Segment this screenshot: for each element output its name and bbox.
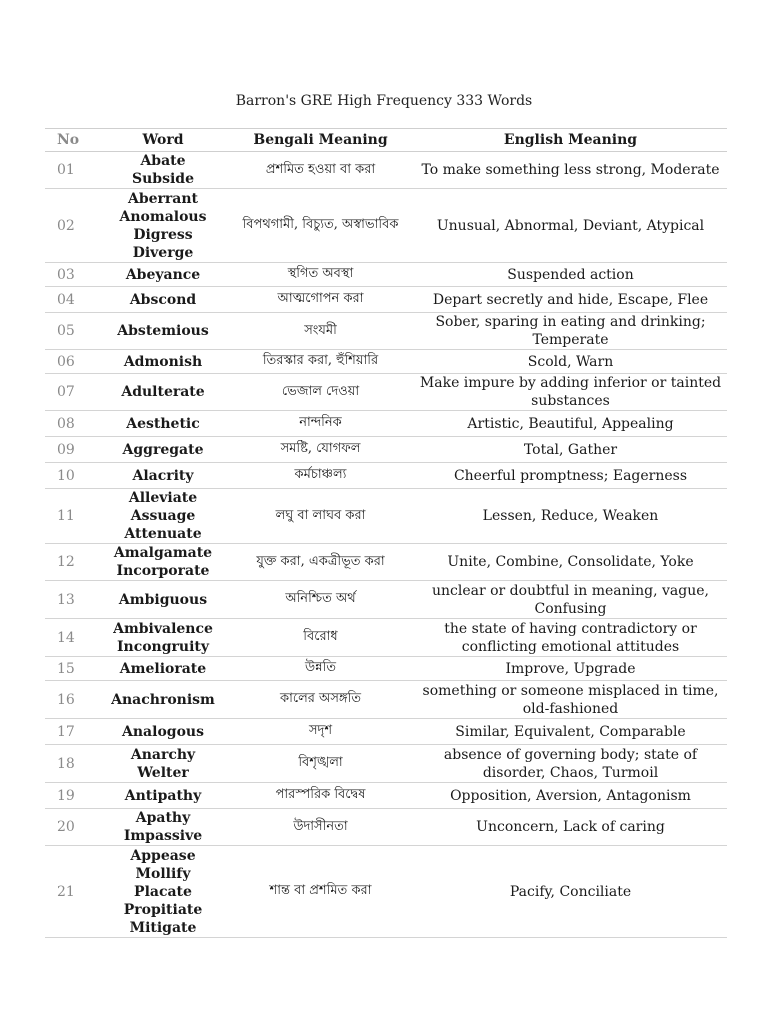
word: Incongruity [116,638,210,655]
row-number: 14 [45,619,99,657]
word: Subside [132,171,194,187]
word: Antipathy [124,787,202,804]
row-number: 05 [45,313,99,350]
row-number: 10 [45,463,99,489]
word-cell [99,783,227,809]
english-meaning: Pacify, Conciliate [414,846,727,938]
row-number: 03 [45,263,99,287]
header-no: No [45,129,99,152]
word-cell [99,809,227,846]
word: Ambivalence [113,620,213,637]
word: Abate [140,153,186,169]
word: Ambiguous [118,591,208,608]
word: Analogous [122,723,204,740]
table-row [45,846,727,938]
word-cell [99,263,227,287]
english-meaning: Suspended action [414,263,727,287]
word: Ameliorate [119,660,207,677]
row-number: 11 [45,489,99,544]
word-cell [99,152,227,189]
bengali-meaning: যুক্ত করা, একত্রীভূত করা [227,544,414,581]
bengali-meaning: আত্মগোপন করা [227,287,414,313]
word: Aesthetic [126,415,200,432]
word: Anomalous [119,208,207,225]
word: Anachronism [111,691,215,708]
table-row [45,313,727,350]
word-cell [99,846,227,938]
word: Mollify [135,865,191,882]
bengali-meaning: পারস্পরিক বিদ্বেষ [227,783,414,809]
word-cell [99,189,227,263]
bengali-meaning: কর্মচাঞ্চল্য [227,463,414,489]
table-row [45,657,727,681]
word-cell [99,411,227,437]
english-meaning: Unusual, Abnormal, Deviant, Atypical [414,189,727,263]
row-number: 12 [45,544,99,581]
table-row [45,189,727,263]
row-number: 19 [45,783,99,809]
row-number: 21 [45,846,99,938]
table-row [45,374,727,411]
row-number: 15 [45,657,99,681]
english-meaning: unclear or doubtful in meaning, vague, Confusing [414,581,727,619]
page-title: Barron's GRE High Frequency 333 Words [235,93,533,109]
bengali-meaning: লঘু বা লাঘব করা [227,489,414,544]
table-body [45,152,727,938]
bengali-meaning: বিপথগামী, বিচ্যুত, অস্বাভাবিক [227,189,414,263]
english-meaning: the state of having contradictory or conflicting emotional attitudes [414,619,727,657]
header-bengali: Bengali Meaning [227,129,414,152]
english-meaning: Similar, Equivalent, Comparable [414,719,727,745]
word-cell [99,657,227,681]
word: Welter [137,764,189,781]
english-meaning: Scold, Warn [414,350,727,374]
row-number: 06 [45,350,99,374]
table-row [45,581,727,619]
word-cell [99,313,227,350]
bengali-meaning: সদৃশ [227,719,414,745]
word: Appease [130,847,196,864]
english-meaning: Unite, Combine, Consolidate, Yoke [414,544,727,581]
english-meaning: something or someone misplaced in time, old-fashioned [414,681,727,719]
vocabulary-table [45,128,727,938]
word: Impassive [123,828,203,844]
table-row [45,437,727,463]
table-row [45,745,727,783]
row-number: 08 [45,411,99,437]
word-cell [99,745,227,783]
english-meaning: Lessen, Reduce, Weaken [414,489,727,544]
word: Alacrity [132,467,194,484]
english-meaning: Depart secretly and hide, Escape, Flee [414,287,727,313]
table-row [45,152,727,189]
header-word: Word [99,129,227,152]
word: Placate [134,883,192,900]
word: Adulterate [121,384,205,400]
word-cell [99,489,227,544]
row-number: 13 [45,581,99,619]
english-meaning: Improve, Upgrade [414,657,727,681]
word-cell [99,350,227,374]
english-meaning: Unconcern, Lack of caring [414,809,727,846]
word: Abeyance [125,266,201,283]
english-meaning: Make impure by adding inferior or tainted substances [414,374,727,411]
table-row [45,263,727,287]
table-row [45,619,727,657]
row-number: 02 [45,189,99,263]
bengali-meaning: সমষ্টি, যোগফল [227,437,414,463]
word-cell [99,374,227,411]
word: Digress [133,226,193,243]
english-meaning: absence of governing body; state of disorder, Chaos, Turmoil [414,745,727,783]
row-number: 09 [45,437,99,463]
word: Incorporate [116,563,210,579]
word: Amalgamate [113,545,213,561]
row-number: 01 [45,152,99,189]
table-row [45,809,727,846]
word: Alleviate [128,490,198,506]
table-row [45,287,727,313]
bengali-meaning: কালের অসঙ্গতি [227,681,414,719]
word: Aberrant [127,190,199,207]
table-row [45,544,727,581]
word-cell [99,544,227,581]
row-number: 16 [45,681,99,719]
table-row [45,411,727,437]
english-meaning: Opposition, Aversion, Antagonism [414,783,727,809]
word: Admonish [123,353,203,370]
table-row [45,719,727,745]
bengali-meaning: অনিশ্চিত অর্থ [227,581,414,619]
word: Abstemious [117,323,209,339]
header-english: English Meaning [414,129,727,152]
row-number: 17 [45,719,99,745]
word: Attenuate [124,526,202,542]
english-meaning: Sober, sparing in eating and drinking; Temperate [414,313,727,350]
bengali-meaning: ভেজাল দেওয়া [227,374,414,411]
table-row [45,489,727,544]
bengali-meaning: উন্নতি [227,657,414,681]
table-row [45,463,727,489]
row-number: 18 [45,745,99,783]
word-cell [99,463,227,489]
word-cell [99,719,227,745]
row-number: 07 [45,374,99,411]
word: Aggregate [122,441,204,458]
word: Mitigate [129,919,197,936]
word-cell [99,437,227,463]
english-meaning: Total, Gather [414,437,727,463]
word: Assuage [130,508,196,524]
word-cell [99,619,227,657]
english-meaning: To make something less strong, Moderate [414,152,727,189]
bengali-meaning: তিরস্কার করা, হুঁশিয়ারি [227,350,414,374]
english-meaning: Cheerful promptness; Eagerness [414,463,727,489]
row-number: 04 [45,287,99,313]
row-number: 20 [45,809,99,846]
bengali-meaning: সংযমী [227,313,414,350]
bengali-meaning: উদাসীনতা [227,809,414,846]
table-row [45,350,727,374]
bengali-meaning: নান্দনিক [227,411,414,437]
word: Abscond [129,291,197,308]
bengali-meaning: স্থগিত অবস্থা [227,263,414,287]
word: Apathy [135,810,191,826]
word-cell [99,287,227,313]
word: Anarchy [130,746,196,763]
word: Propitiate [123,901,203,918]
word-cell [99,581,227,619]
word: Diverge [132,244,194,261]
bengali-meaning: প্রশমিত হওয়া বা করা [227,152,414,189]
table-header-row [45,129,727,152]
word-cell [99,681,227,719]
table-row [45,681,727,719]
bengali-meaning: বিরোধ [227,619,414,657]
english-meaning: Artistic, Beautiful, Appealing [414,411,727,437]
bengali-meaning: বিশৃঙ্খলা [227,745,414,783]
bengali-meaning: শান্ত বা প্রশমিত করা [227,846,414,938]
table-row [45,783,727,809]
